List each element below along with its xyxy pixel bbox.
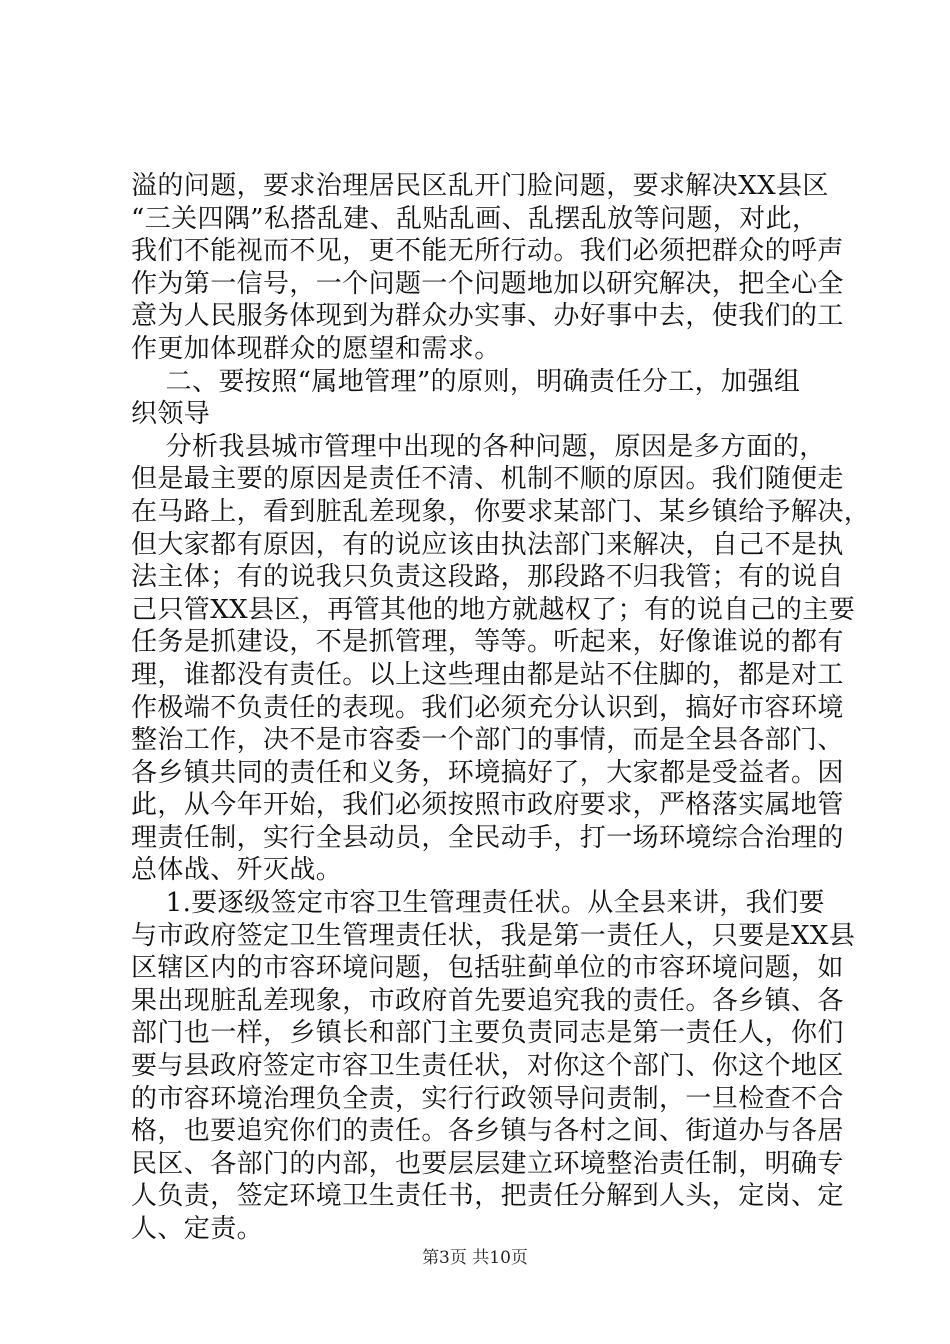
- text-line: 分析我县城市管理中出现的各种问题，原因是多方面的，: [131, 431, 826, 462]
- text-line: 民区、各部门的内部，也要层层建立环境整治责任制，明确专: [131, 1148, 844, 1179]
- text-line: 作极端不负责任的表现。我们必须充分认识到，搞好市容环境: [131, 692, 844, 723]
- text-line: 部门也一样，乡镇长和部门主要负责同志是第一责任人，你们: [131, 1018, 844, 1049]
- text-line: 与市政府签定卫生管理责任状，我是第一责任人，只要是XX县: [131, 920, 856, 951]
- text-line: 果出现脏乱差现象，市政府首先要追究我的责任。各乡镇、各: [131, 985, 844, 1016]
- text-line: 己只管XX县区，再管其他的地方就越权了；有的说自己的主要: [131, 594, 856, 625]
- text-line: 在马路上，看到脏乱差现象，你要求某部门、某乡镇给予解决，: [131, 496, 871, 527]
- text-line: 的市容环境治理负全责，实行行政领导问责制，一旦检查不合: [131, 1083, 844, 1114]
- text-line: 区辖区内的市容环境问题，包括驻蓟单位的市容环境问题，如: [131, 953, 844, 984]
- text-line: 任务是抓建设，不是抓管理，等等。听起来，好像谁说的都有: [131, 627, 844, 658]
- text-line: 1.要逐级签定市容卫生管理责任状。从全县来讲，我们要: [131, 888, 825, 919]
- text-line: 整治工作，决不是市容委一个部门的事情，而是全县各部门、: [131, 725, 844, 756]
- text-line: 但是最主要的原因是责任不清、机制不顺的原因。我们随便走: [131, 464, 844, 495]
- text-line: 各乡镇共同的责任和义务，环境搞好了，大家都是受益者。因: [131, 757, 844, 788]
- text-line: 总体战、歼灭战。: [131, 855, 343, 886]
- text-line: “三关四隅”私搭乱建、乱贴乱画、乱摆乱放等问题，对此，: [131, 203, 819, 234]
- text-line: 溢的问题，要求治理居民区乱开门脸问题，要求解决XX县区: [131, 171, 829, 201]
- text-line: 理，谁都没有责任。以上这些理由都是站不住脚的，都是对工: [131, 659, 844, 690]
- text-line: 法主体；有的说我只负责这段路，那段路不归我管；有的说自: [131, 562, 844, 593]
- page-number-footer: 第3页 共10页: [422, 1248, 528, 1268]
- text-line: 此，从今年开始，我们必须按照市政府要求，严格落实属地管: [131, 790, 844, 821]
- text-line: 理责任制，实行全县动员，全民动手，打一场环境综合治理的: [131, 822, 844, 853]
- text-line: 人、定责。: [131, 1214, 264, 1244]
- body-text: [131, 170, 871, 1246]
- text-line: 要与县政府签定市容卫生责任状，对你这个部门、你这个地区: [131, 1051, 844, 1082]
- text-line: 作为第一信号，一个问题一个问题地加以研究解决，把全心全: [131, 268, 844, 299]
- text-line: 人负责，签定环境卫生责任书，把责任分解到人头，定岗、定: [131, 1181, 844, 1212]
- text-line: 意为人民服务体现到为群众办实事、办好事中去，使我们的工: [131, 301, 844, 332]
- section-heading-line: 二、要按照“属地管理”的原则，明确责任分工，加强组: [131, 366, 801, 397]
- text-line: 格，也要追究你们的责任。各乡镇与各村之间、街道办与各居: [131, 1116, 844, 1147]
- text-line: 但大家都有原因，有的说应该由执法部门来解决，自己不是执: [131, 529, 844, 560]
- section-heading-line: 织领导: [131, 399, 211, 430]
- text-line: 我们不能视而不见，更不能无所行动。我们必须把群众的呼声: [131, 236, 844, 267]
- text-line: 作更加体现群众的愿望和需求。: [131, 333, 501, 364]
